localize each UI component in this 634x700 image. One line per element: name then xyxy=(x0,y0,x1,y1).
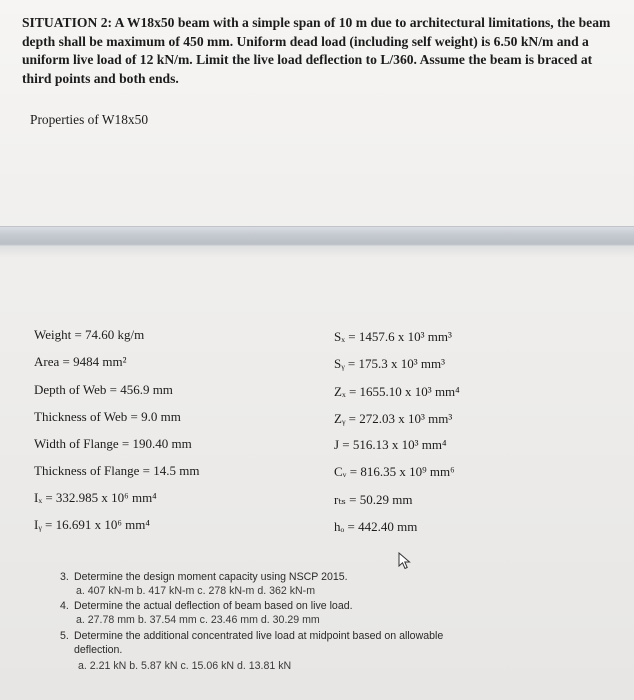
property-zx: Zₓ = 1655.10 x 10³ mm⁴ xyxy=(334,384,460,399)
property-zy: Zᵧ = 272.03 x 10³ mm³ xyxy=(334,411,453,426)
properties-title: Properties of W18x50 xyxy=(30,112,149,127)
property-rts: rₜₛ = 50.29 mm xyxy=(334,492,413,507)
property-thickness-of-flange: Thickness of Flange = 14.5 mm xyxy=(34,463,200,478)
property-iy: Iᵧ = 16.691 x 10⁶ mm⁴ xyxy=(34,517,150,532)
property-cw: Cᵥ = 816.35 x 10⁹ mm⁶ xyxy=(334,464,455,479)
question-5 xyxy=(60,630,443,642)
property-thickness-of-web: Thickness of Web = 9.0 mm xyxy=(34,409,181,424)
property-sx: Sₓ = 1457.6 x 10³ mm³ xyxy=(334,329,452,344)
situation-paragraph: SITUATION 2: A W18x50 beam with a simple span of 10 m due to architectural limitations, the beam depth shall be maximum of 450 mm. Uniform dead load (including self weight) is 6.50 kN/m and a uniform live load of 12 kN/m. Limit the live load deflection to L/360. Assume the beam is braced at third points and both ends. xyxy=(22,15,611,86)
property-ix: Iₓ = 332.985 x 10⁶ mm⁴ xyxy=(34,490,157,505)
question-5-text: Determine the additional concentrated live load at midpoint based on allowable xyxy=(74,630,444,642)
question-3-text: Determine the design moment capacity using NSCP 2015. xyxy=(74,571,348,583)
property-ho: hₒ = 442.40 mm xyxy=(334,519,418,534)
property-sy: Sᵧ = 175.3 x 10³ mm³ xyxy=(334,356,446,371)
band-shadow xyxy=(0,244,634,258)
question-4-options: a. 27.78 mm b. 37.54 mm c. 23.46 mm d. 30.29 mm xyxy=(76,614,320,626)
property-j: J = 516.13 x 10³ mm⁴ xyxy=(334,437,447,452)
question-3 xyxy=(60,571,348,583)
arrow-cursor-icon xyxy=(398,552,412,570)
question-3-number: 3. xyxy=(60,571,69,583)
question-5-number: 5. xyxy=(60,630,69,642)
question-4 xyxy=(60,600,353,612)
property-width-of-flange: Width of Flange = 190.40 mm xyxy=(34,436,192,451)
question-5-options: a. 2.21 kN b. 5.87 kN c. 15.06 kN d. 13.81 kN xyxy=(78,660,292,672)
question-4-number: 4. xyxy=(60,600,69,612)
property-weight: Weight = 74.60 kg/m xyxy=(34,327,145,342)
property-depth-of-web: Depth of Web = 456.9 mm xyxy=(34,382,173,397)
question-4-text: Determine the actual deflection of beam based on live load. xyxy=(74,600,353,612)
blurred-band xyxy=(0,226,634,246)
question-3-options: a. 407 kN-m b. 417 kN-m c. 278 kN-m d. 362 kN-m xyxy=(76,585,316,597)
property-area: Area = 9484 mm² xyxy=(34,354,127,369)
question-5-text-continued: deflection. xyxy=(74,644,123,656)
